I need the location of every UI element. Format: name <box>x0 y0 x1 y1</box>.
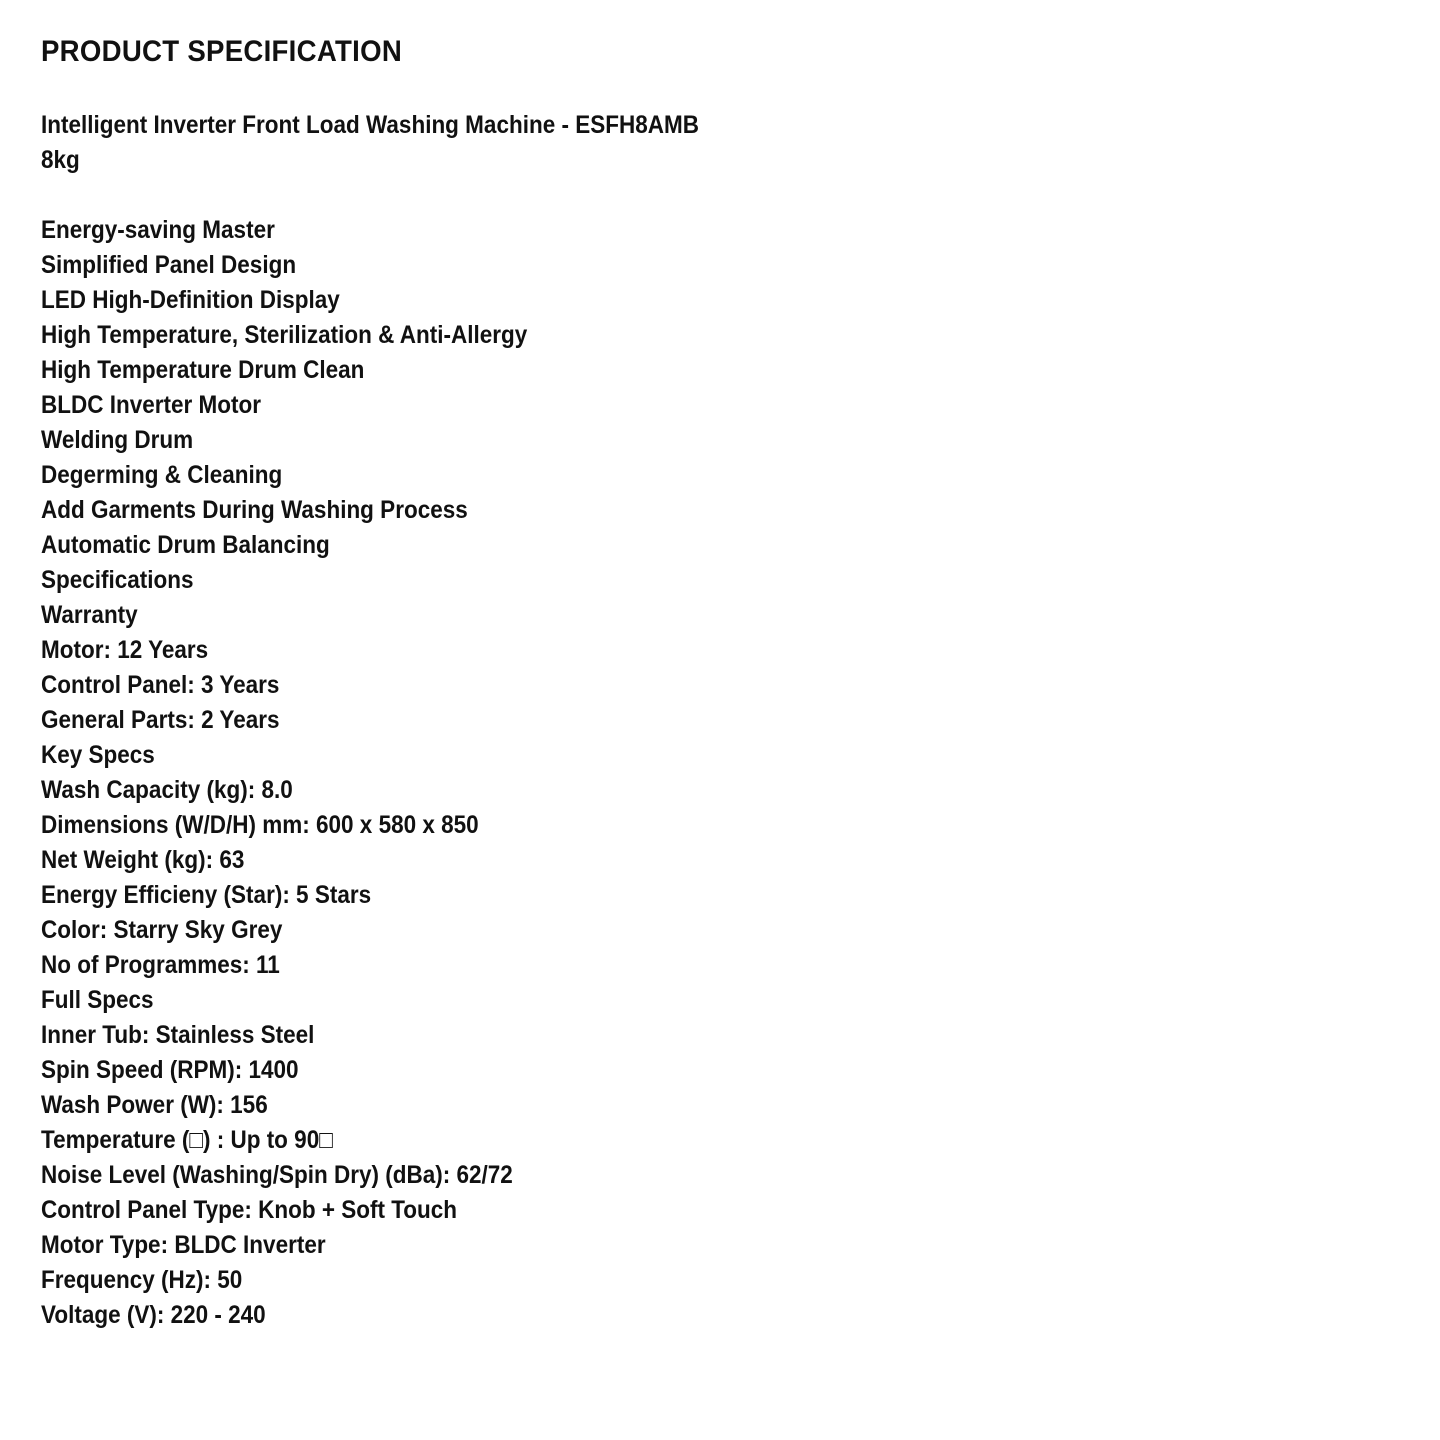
feature-line: Add Garments During Washing Process <box>41 496 468 524</box>
section-heading-warranty: Warranty <box>41 601 138 629</box>
spec-line: Color: Starry Sky Grey <box>41 916 283 944</box>
feature-line: Welding Drum <box>41 426 194 454</box>
feature-line: Simplified Panel Design <box>41 251 297 279</box>
spec-line: Noise Level (Washing/Spin Dry) (dBa): 62/72 <box>41 1161 513 1189</box>
feature-line: Degerming & Cleaning <box>41 461 283 489</box>
feature-line: Automatic Drum Balancing <box>41 531 330 559</box>
spec-line: Frequency (Hz): 50 <box>41 1266 243 1294</box>
feature-line: BLDC Inverter Motor <box>41 391 262 419</box>
spec-line: Wash Capacity (kg): 8.0 <box>41 776 293 804</box>
spec-line: Inner Tub: Stainless Steel <box>41 1021 315 1049</box>
warranty-line: General Parts: 2 Years <box>41 706 280 734</box>
spec-line: Dimensions (W/D/H) mm: 600 x 580 x 850 <box>41 811 479 839</box>
product-name: Intelligent Inverter Front Load Washing Machine - ESFH8AMB <box>41 111 699 139</box>
feature-line: Energy-saving Master <box>41 216 275 244</box>
spec-line: Control Panel Type: Knob + Soft Touch <box>41 1196 458 1224</box>
spec-line: Wash Power (W): 156 <box>41 1091 268 1119</box>
spec-line: Spin Speed (RPM): 1400 <box>41 1056 299 1084</box>
warranty-line: Control Panel: 3 Years <box>41 671 280 699</box>
feature-line: LED High-Definition Display <box>41 286 340 314</box>
spec-line: Temperature (□) : Up to 90□ <box>41 1126 333 1154</box>
section-heading-key-specs: Key Specs <box>41 741 155 769</box>
feature-line: High Temperature, Sterilization & Anti-Allergy <box>41 321 528 349</box>
spec-line: No of Programmes: 11 <box>41 951 280 979</box>
spec-line: Net Weight (kg): 63 <box>41 846 245 874</box>
spec-line: Energy Efficieny (Star): 5 Stars <box>41 881 372 909</box>
spec-line: Motor Type: BLDC Inverter <box>41 1231 326 1259</box>
section-heading-full-specs: Full Specs <box>41 986 154 1014</box>
page-title: PRODUCT SPECIFICATION <box>41 35 403 68</box>
spec-list <box>41 213 581 1333</box>
feature-line: High Temperature Drum Clean <box>41 356 365 384</box>
section-heading-specifications: Specifications <box>41 566 194 594</box>
warranty-line: Motor: 12 Years <box>41 636 209 664</box>
spec-line: Voltage (V): 220 - 240 <box>41 1301 266 1329</box>
product-capacity: 8kg <box>41 146 80 174</box>
product-heading <box>41 108 699 178</box>
